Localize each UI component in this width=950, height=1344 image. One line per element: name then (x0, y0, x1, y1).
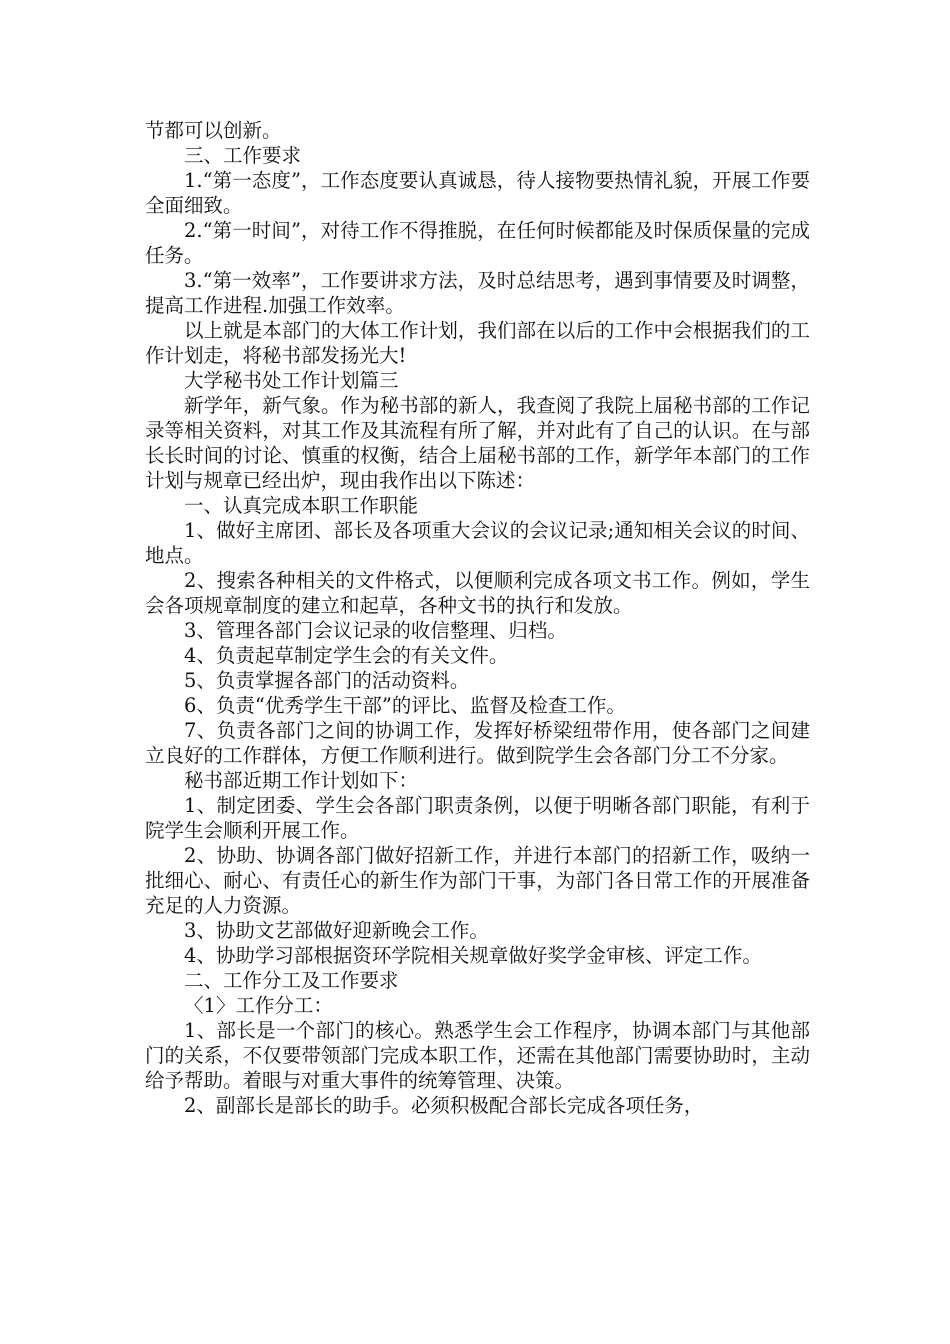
section-heading: 三、工作要求 (184, 144, 302, 167)
paragraph: 3、管理各部门会议记录的收信整理、归档。 (184, 619, 567, 642)
paragraph: 3.“第一效率”，工作要讲求方法，及时总结思考，遇到事情要及时调整，提高工作进程.加强工作效率。 (145, 269, 810, 317)
paragraph: 4、负责起草制定学生会的有关文件。 (184, 644, 509, 667)
paragraph: 新学年，新气象。作为秘书部的新人，我查阅了我院上届秘书部的工作记录等相关资料，对其工作及其流程有所了解，并对此有了自己的认识。在与部长长时间的讨论、慎重的权衡，结合上届秘书部的工作，新学年本部门的工作计划与规章已经出炉，现由我作出以下陈述： (145, 394, 810, 492)
paragraph: 1.“第一态度”，工作态度要认真诚恳，待人接物要热情礼貌，开展工作要全面细致。 (145, 169, 810, 217)
paragraph: 2、副部长是部长的助手。必须积极配合部长完成各项任务， (184, 1094, 704, 1117)
paragraph: 4、协助学习部根据资环学院相关规章做好奖学金审核、评定工作。 (184, 944, 762, 967)
section-heading: 秘书部近期工作计划如下： (184, 769, 419, 792)
section-heading: 一、认真完成本职工作职能 (184, 494, 419, 517)
section-heading: 二、工作分工及工作要求 (184, 969, 399, 992)
paragraph: 2、搜索各种相关的文件格式，以便顺利完成各项文书工作。例如，学生会各项规章制度的建立和起草，各种文书的执行和发放。 (145, 569, 810, 617)
paragraph: 1、制定团委、学生会各部门职责条例，以便于明晰各部门职能，有利于院学生会顺利开展工作。 (145, 794, 810, 842)
sub-heading: 〈1〉工作分工： (184, 994, 333, 1017)
paragraph: 2.“第一时间”，对待工作不得推脱，在任何时候都能及时保质保量的完成任务。 (145, 219, 810, 267)
paragraph: 2、协助、协调各部门做好招新工作，并进行本部门的招新工作，吸纳一批细心、耐心、有责任心的新生作为部门干事，为部门各日常工作的开展准备充足的人力资源。 (145, 844, 810, 917)
paragraph: 节都可以创新。 (145, 119, 282, 142)
document-body (145, 118, 810, 1118)
paragraph: 6、负责“优秀学生干部”的评比、监督及检查工作。 (184, 694, 626, 717)
article-title: 大学秘书处工作计划篇三 (184, 369, 399, 392)
paragraph: 以上就是本部门的大体工作计划，我们部在以后的工作中会根据我们的工作计划走，将秘书部发扬光大! (145, 319, 810, 367)
paragraph: 1、部长是一个部门的核心。熟悉学生会工作程序，协调本部门与其他部门的关系，不仅要带领部门完成本职工作，还需在其他部门需要协助时，主动给予帮助。着眼与对重大事件的统筹管理、决策。 (145, 1019, 810, 1092)
paragraph: 5、负责掌握各部门的活动资料。 (184, 669, 470, 692)
paragraph: 7、负责各部门之间的协调工作，发挥好桥梁纽带作用，使各部门之间建立良好的工作群体，方便工作顺利进行。做到院学生会各部门分工不分家。 (145, 719, 810, 767)
paragraph: 3、协助文艺部做好迎新晚会工作。 (184, 919, 489, 942)
paragraph: 1、做好主席团、部长及各项重大会议的会议记录;通知相关会议的时间、地点。 (145, 519, 810, 567)
